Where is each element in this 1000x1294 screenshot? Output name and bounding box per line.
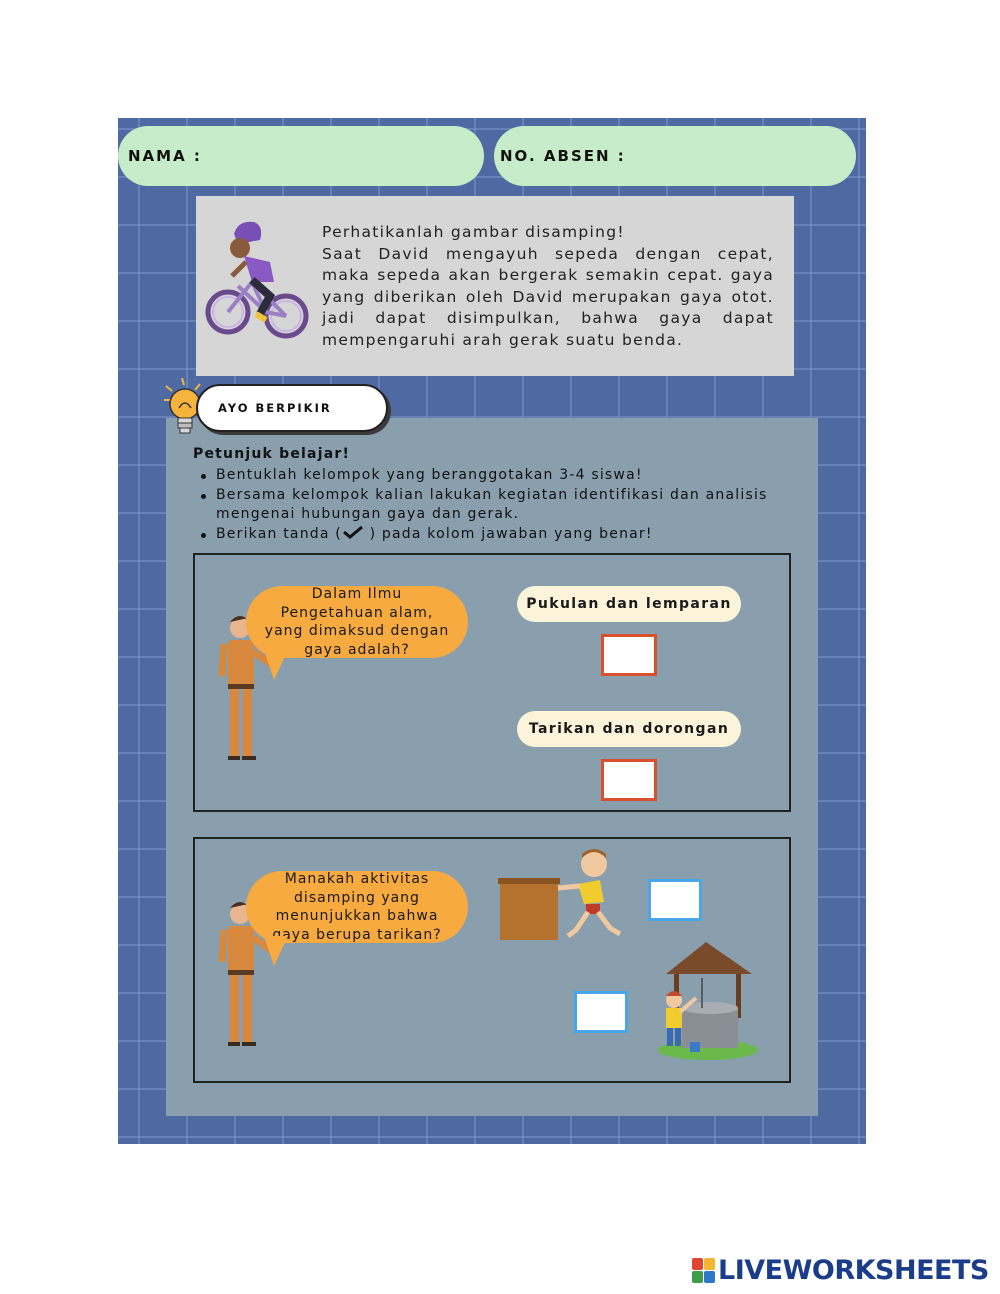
instruction-text-part: Berikan tanda ( xyxy=(216,525,342,542)
instruction-text-part: ) pada kolom jawaban yang benar! xyxy=(369,525,653,542)
cyclist-illustration xyxy=(204,216,312,344)
question-2-text: Manakah aktivitas disamping yang menunjukkan bahwa gaya berupa tarikan? xyxy=(272,871,442,943)
intro-text xyxy=(322,222,774,351)
section-title-pill xyxy=(196,384,388,432)
answer-box-option-b[interactable] xyxy=(601,759,657,801)
intro-body: Saat David mengayuh sepeda dengan cepat, maka sepeda akan bergerak semakin cepat. gaya yang diberikan oleh David merupakan gaya otot. jadi dapat disimpulkan, bahwa gaya dapat mempengaruhi arah gerak suatu benda. xyxy=(322,244,774,349)
nama-field[interactable] xyxy=(118,126,484,186)
intro-title: Perhatikanlah gambar disamping! xyxy=(322,223,625,241)
section-title: AYO BERPIKIR xyxy=(218,401,332,415)
instruction-item xyxy=(198,525,798,545)
nama-label: NAMA : xyxy=(128,147,202,165)
absen-field[interactable] xyxy=(494,126,856,186)
answer-box-pulling[interactable] xyxy=(574,991,628,1033)
question-1-text: Dalam Ilmu Pengetahuan alam, yang dimaksud dengan gaya adalah? xyxy=(264,586,450,658)
bubble-tail xyxy=(264,936,288,966)
checkmark-icon xyxy=(342,525,364,539)
instruction-item: Bentuklah kelompok yang beranggotakan 3-4 siswa! xyxy=(198,466,798,486)
answer-box-pushing[interactable] xyxy=(648,879,702,921)
boy-pushing-cabinet-illustration xyxy=(496,848,636,944)
answer-box-option-a[interactable] xyxy=(601,634,657,676)
absen-label: NO. ABSEN : xyxy=(500,147,626,165)
liveworksheets-logo[interactable] xyxy=(692,1254,989,1286)
question-1-bubble xyxy=(246,586,468,658)
logo-mark-icon xyxy=(692,1258,714,1282)
bubble-tail xyxy=(264,650,288,680)
child-pulling-well-illustration xyxy=(652,938,760,1062)
instructions-title: Petunjuk belajar! xyxy=(193,446,351,462)
instructions-list xyxy=(198,466,798,544)
option-a-text: Pukulan dan lemparan xyxy=(526,596,732,612)
option-b-label xyxy=(517,711,741,747)
logo-text: LIVEWORKSHEETS xyxy=(718,1254,989,1286)
question-2-bubble xyxy=(246,871,468,943)
option-a-label xyxy=(517,586,741,622)
instruction-item: Bersama kelompok kalian lakukan kegiatan identifikasi dan analisis mengenai hubungan gaya dan gerak. xyxy=(198,486,798,525)
option-b-text: Tarikan dan dorongan xyxy=(528,721,730,737)
